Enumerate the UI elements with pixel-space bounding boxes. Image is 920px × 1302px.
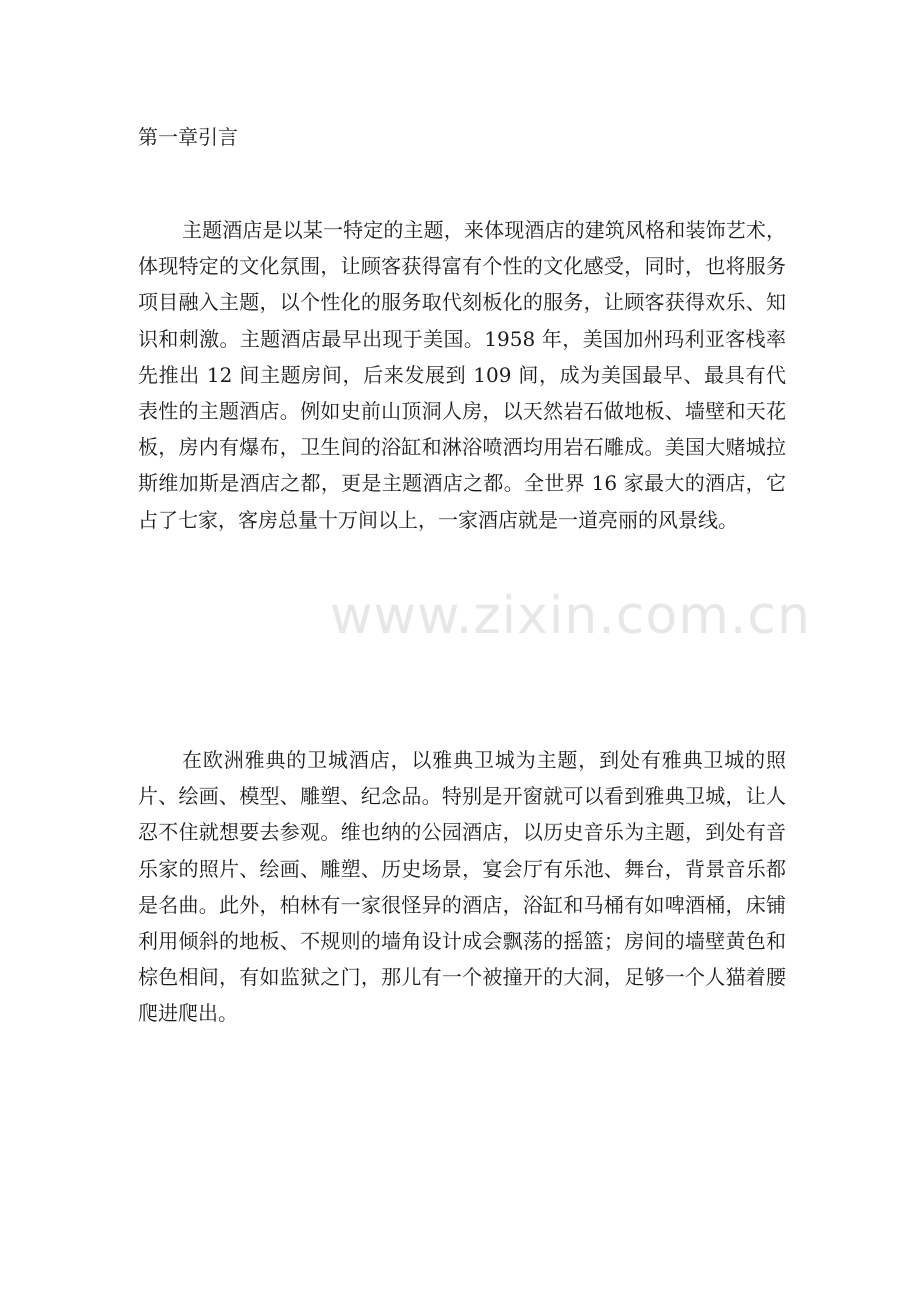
chapter-heading: 第一章引言 — [138, 125, 238, 149]
body-paragraph: 主题酒店是以某一特定的主题，来体现酒店的建筑风格和装饰艺术，体现特定的文化氛围，让顾客获得富有个性的文化感受，同时，也将服务项目融入主题，以个性化的服务取代刻板化的服务，让顾客获得欢乐、知识和刺激。主题酒店最早出现于美国。1958 年，美国加州玛利亚客栈率先推出 12 间主题房间，后来发展到 109 间，成为美国最早、最具有代表性的主题酒店。例如史前山顶洞人房，以天然岩石做地板、墙壁和天花板，房内有爆布，卫生间的浴缸和淋浴喷洒均用岩石雕成。美国大赌城拉斯维加斯是酒店之都，更是主题酒店之都。全世界 16 家最大的酒店，它占了七家，客房总量十万间以上，一家酒店就是一道亮丽的风景线。 — [138, 218, 786, 532]
body-paragraph: 在欧洲雅典的卫城酒店，以雅典卫城为主题，到处有雅典卫城的照片、绘画、模型、雕塑、纪念品。特别是开窗就可以看到雅典卫城，让人忍不住就想要去参观。维也纳的公园酒店，以历史音乐为主题，到处有音乐家的照片、绘画、雕塑、历史场景，宴会厅有乐池、舞台，背景音乐都是名曲。此外，柏林有一家很怪异的酒店，浴缸和马桶有如啤酒桶，床铺利用倾斜的地板、不规则的墙角设计成会飘荡的摇篮；房间的墙壁黄色和棕色相间，有如监狱之门，那儿有一个被撞开的大洞，足够一个人猫着腰爬进爬出。 — [138, 748, 786, 1026]
watermark-text: www.zixin.com.cn — [330, 586, 811, 646]
